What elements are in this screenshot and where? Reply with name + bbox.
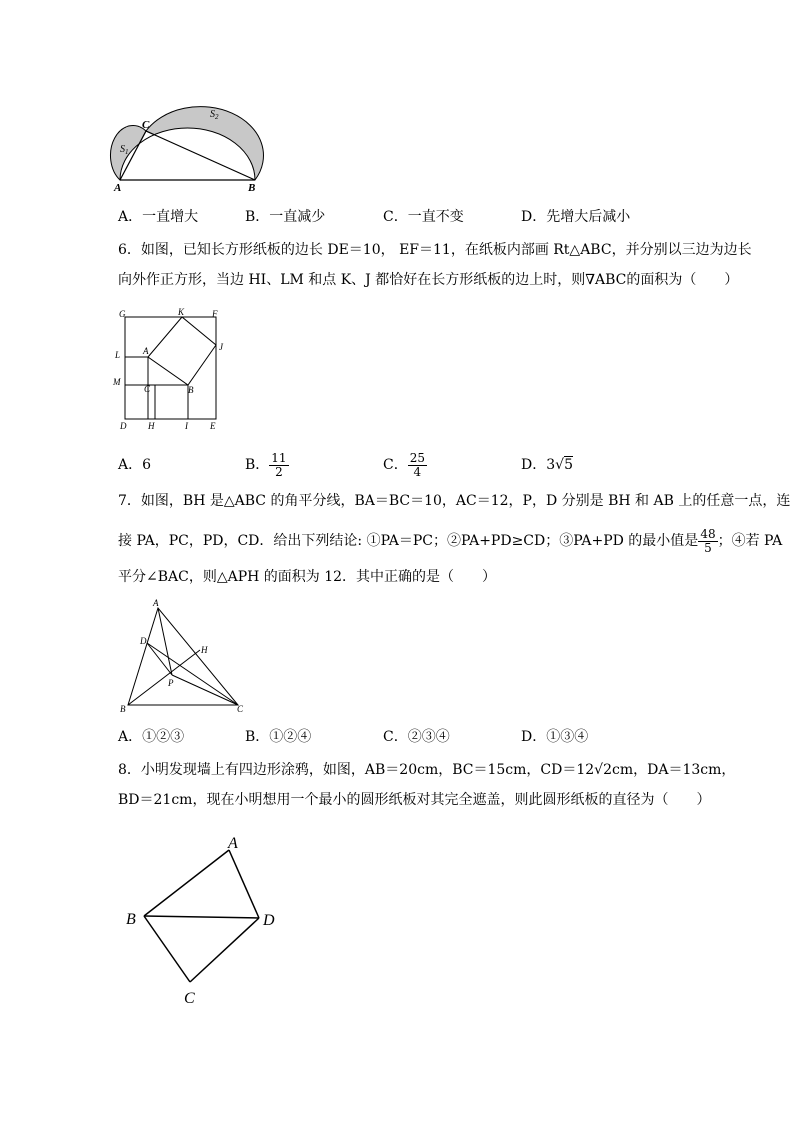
q5-option-b[interactable]: B．一直减少: [245, 209, 326, 225]
label-f: F: [212, 309, 218, 319]
label-m: M: [113, 377, 121, 387]
label-s1: $S_1$: [120, 144, 129, 156]
label-e6: E: [210, 421, 216, 431]
label-c6: C: [144, 384, 151, 394]
label-b6: B: [188, 385, 194, 395]
label-h6: H: [148, 421, 155, 431]
label-d7: D: [140, 636, 147, 646]
label-c7: C: [237, 704, 244, 714]
label-l: L: [115, 350, 121, 360]
q7-option-b[interactable]: B．①②④: [245, 729, 312, 745]
figure-q5: [100, 95, 270, 195]
q8-text-line1: 8．小明发现墙上有四边形涂鸦，如图，AB＝20cm，BC＝15cm，CD＝12√2cm，DA＝13cm，: [118, 762, 736, 778]
label-b: B: [248, 182, 256, 194]
label-a: A: [114, 182, 122, 194]
q5-option-c[interactable]: C．一直不变: [383, 209, 464, 225]
q7-option-a[interactable]: A．①②③: [118, 729, 185, 745]
q5-option-d[interactable]: D．先增大后减小: [521, 209, 631, 225]
q7-option-d[interactable]: D．①③④: [521, 729, 589, 745]
figure-q7: [115, 595, 255, 720]
label-h7: H: [201, 645, 208, 655]
q7-text-line1: 7．如图，BH 是△ABC 的角平分线，BA＝BC＝10，AC＝12，P，D 分别是 BH 和 AB 上的任意一点，连: [118, 493, 791, 509]
q7-text-line3: 平分∠BAC，则△APH 的面积为 12．其中正确的是（ ）: [118, 569, 497, 585]
figure-q8: [120, 830, 290, 1010]
q6-option-b[interactable]: B． $\frac{11}{2}$: [245, 450, 287, 479]
label-j: J: [219, 342, 223, 352]
q8-text-line2: BD＝21cm，现在小明想用一个最小的圆形纸板对其完全遮盖，则此圆形纸板的直径为（ ）: [118, 792, 711, 808]
label-i6: I: [185, 421, 188, 431]
label-a7: A: [153, 598, 159, 608]
label-c8: C: [184, 990, 195, 1007]
figure-q6: [110, 305, 240, 433]
q6-text-line1: 6．如图，已知长方形纸板的边长 DE＝10， EF＝11，在纸板内部画 Rt△ABC，并分别以三边为边长: [118, 242, 752, 258]
label-s2: $S_2$: [210, 109, 219, 121]
q5-option-a[interactable]: A．一直增大: [118, 209, 199, 225]
q6-option-c[interactable]: C． $\frac{25}{4}$: [383, 450, 425, 479]
label-b8: B: [126, 911, 136, 928]
label-b7: B: [120, 704, 126, 714]
q6-option-d[interactable]: D．3√5: [521, 457, 573, 473]
label-d8: D: [263, 912, 275, 929]
label-c: C: [142, 119, 150, 131]
q6-text-line2: 向外作正方形，当边 HI、LM 和点 K、J 都恰好在长方形纸板的边上时，则∇ABC的面积为（ ）: [118, 272, 739, 288]
label-p7: P: [168, 678, 174, 688]
q7-text-line2: 接 PA，PC，PD，CD．给出下列结论: ①PA＝PC；②PA+PD≥CD；③PA+PD 的最小值是 $\frac{48}{5}$ ；④若 PA: [118, 526, 783, 555]
label-g: G: [119, 309, 126, 319]
q6-option-a[interactable]: A．6: [118, 457, 152, 473]
label-d6: D: [120, 421, 127, 431]
label-k: K: [178, 307, 185, 317]
label-a6: A: [143, 346, 149, 356]
q7-option-c[interactable]: C．②③④: [383, 729, 450, 745]
label-a8: A: [228, 835, 238, 852]
